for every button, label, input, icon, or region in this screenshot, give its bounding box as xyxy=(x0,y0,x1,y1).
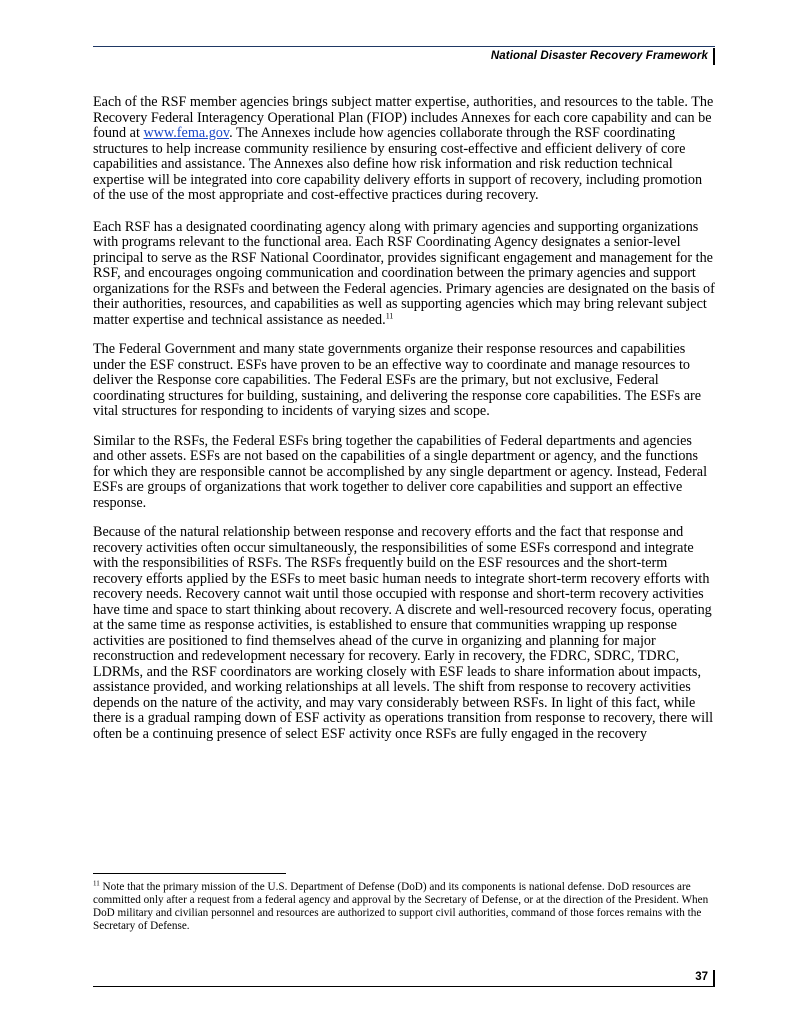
paragraph-text: . The Annexes include how agencies collaborate through the RSF coordinating structures to help increase community resilience by ensuring cost-effective and efficient delivery of core capabilities and assistance. The Annexes also define how risk information and risk reduction technical expertise will be integrated into core capability delivery efforts in support of recovery, including promotion of the use of the most appropriate and cost-effective practices during recovery. xyxy=(93,125,703,203)
paragraph-rsf-member-agencies xyxy=(93,95,715,204)
paragraph-rsf-coordinating-agency xyxy=(93,220,715,329)
footnote xyxy=(93,881,713,933)
page-number: 37 xyxy=(695,971,708,983)
paragraph-text: Each of the RSF member agencies brings subject matter expertise, authorities, and resources to the table. The Recovery Federal Interagency Operational Plan (FIOP) includes Annexes for each core capability and can be found at xyxy=(93,94,714,141)
footer-rule xyxy=(93,986,715,987)
paragraph-esf-construct: The Federal Government and many state governments organize their response resources and capabilities under the ESF construct. ESFs have proven to be an effective way to coordinate and manage resources to deliver the Response core capabilities. The Federal ESFs are the primary, but not exclusive, Federal coordinating structures for building, sustaining, and delivering the response core capabilities. The ESFs are vital structures for responding to incidents of varying sizes and scope. xyxy=(93,341,702,419)
footnote-number: 11 xyxy=(93,879,100,888)
running-header-title: National Disaster Recovery Framework xyxy=(490,50,708,62)
header-rule xyxy=(93,46,715,47)
footer-vertical-bar xyxy=(713,970,715,987)
paragraph-text: Each RSF has a designated coordinating agency along with primary agencies and supporting organizations with programs relevant to the functional area. Each RSF Coordinating Agency designates a senior-level principal to serve as the RSF National Coordinator, provides significant engagement and management for the RSF, and encourages ongoing communication and coordination between the primary agencies and support organizations for the RSFs and between the Federal agencies. Primary agencies are designated on the basis of their authorities, resources, and capabilities as well as supporting agencies which may bring relevant subject matter expertise and technical assistance as needed. xyxy=(93,218,715,328)
paragraph-response-recovery-relationship: Because of the natural relationship between response and recovery efforts and the fact that response and recovery activities often occur simultaneously, the responsibilities of some ESFs correspond and integrate with the responsibilities of RSFs. The RSFs frequently build on the ESF resources and the short-term recovery efforts applied by the ESFs to meet basic human needs to integrate short-term recovery efforts with recovery needs. Recovery cannot wait until those occupied with response and short-term recovery activities have time and space to start thinking about recovery. A discrete and well-resourced recovery focus, operating at the same time as response activities, is established to ensure that communities wrapping up response activities are positioned to find themselves ahead of the curve in organizing and planning for major reconstruction and redevelopment necessary for recovery. Early in recovery, the FDRC, SDRC, TDRC, LDRMs, and the RSF coordinators are working closely with ESF leads to share information about impacts, assistance provided, and working relationships at all levels. The shift from response to recovery activities depends on the nature of the activity, and may vary considerably between RSFs. In light of this fact, while there is a gradual ramping down of ESF activity as operations transition from response to recovery, there will often be a continuing presence of select ESF activity once RSFs are fully engaged in the recovery xyxy=(93,524,714,742)
header-vertical-bar xyxy=(713,48,715,65)
footnote-reference[interactable]: 11 xyxy=(385,310,394,320)
fema-link[interactable]: www.fema.gov xyxy=(143,125,230,141)
body-text xyxy=(93,95,715,756)
paragraph-federal-esfs: Similar to the RSFs, the Federal ESFs bring together the capabilities of Federal departments and agencies and other assets. ESFs are not based on the capabilities of a single department or agency, and the functions for which they are responsible cannot be accomplished by any single department or agency. Instead, Federal ESFs are groups of organizations that work together to deliver core capabilities and support an effective response. xyxy=(93,432,708,511)
footnote-separator xyxy=(93,873,286,874)
footnote-text: Note that the primary mission of the U.S. Department of Defense (DoD) and its components is national defense. DoD resources are committed only after a request from a federal agency and approval by the Secretary of Defense, or at the direction of the President. When DoD military and civilian personnel and resources are authorized to support civil authorities, command of those forces remains with the Secretary of Defense. xyxy=(93,881,709,932)
